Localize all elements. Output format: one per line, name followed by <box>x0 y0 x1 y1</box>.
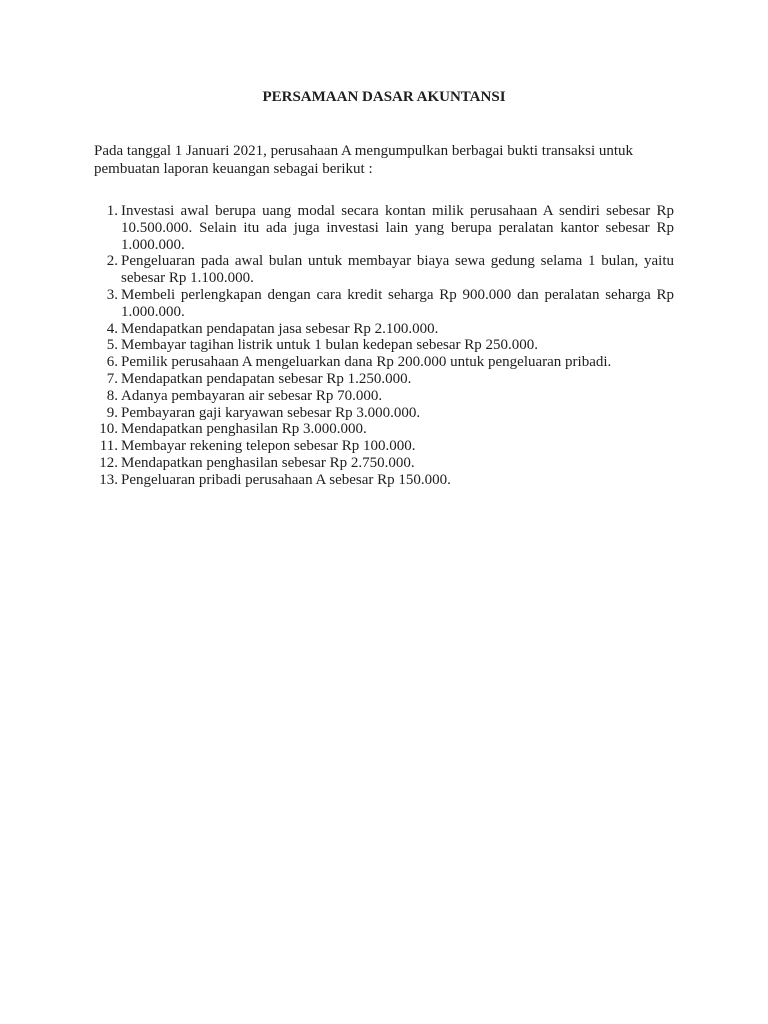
list-item-number: 6. <box>106 354 118 371</box>
intro-paragraph: Pada tanggal 1 Januari 2021, perusahaan A mengumpulkan berbagai bukti transaksi untuk pembuatan laporan keuangan sebagai berikut : <box>94 143 634 177</box>
list-item <box>94 253 674 287</box>
list-item <box>94 455 674 472</box>
list-item <box>94 388 674 405</box>
list-item <box>94 203 674 253</box>
list-item-text: Pengeluaran pribadi perusahaan A sebesar Rp 150.000. <box>121 471 451 488</box>
list-item-text: Pembayaran gaji karyawan sebesar Rp 3.000.000. <box>121 404 421 421</box>
list-item <box>94 337 674 354</box>
list-item-text: Mendapatkan pendapatan jasa sebesar Rp 2.100.000. <box>121 320 439 337</box>
list-item-number: 9. <box>106 404 118 421</box>
list-item-number: 8. <box>106 387 118 404</box>
list-item-number: 13. <box>99 471 118 488</box>
list-item-number: 11. <box>99 438 118 455</box>
list-item <box>94 354 674 371</box>
list-item <box>94 371 674 388</box>
list-item-text: Adanya pembayaran air sebesar Rp 70.000. <box>121 387 383 404</box>
list-item-text: Pemilik perusahaan A mengeluarkan dana Rp 200.000 untuk pengeluaran pribadi. <box>121 354 612 371</box>
list-item-number: 10. <box>99 421 118 438</box>
list-item-text: Mendapatkan penghasilan Rp 3.000.000. <box>121 421 367 438</box>
list-item <box>94 405 674 422</box>
list-item <box>94 321 674 338</box>
list-item-number: 2. <box>106 253 118 270</box>
list-item-number: 3. <box>106 286 118 303</box>
list-item <box>94 421 674 438</box>
list-item-text: Mendapatkan pendapatan sebesar Rp 1.250.000. <box>121 370 412 387</box>
list-item-text: Membayar tagihan listrik untuk 1 bulan kedepan sebesar Rp 250.000. <box>121 337 538 354</box>
list-item-text: Mendapatkan penghasilan sebesar Rp 2.750.000. <box>121 454 415 471</box>
list-item-text: Pengeluaran pada awal bulan untuk membayar biaya sewa gedung selama 1 bulan, yaitu sebesar Rp 1.100.000. <box>121 253 674 287</box>
list-item-number: 5. <box>106 337 118 354</box>
list-item <box>94 287 674 321</box>
list-item-number: 1. <box>106 203 118 219</box>
list-item-text: Investasi awal berupa uang modal secara kontan milik perusahaan A sendiri sebesar Rp 10.500.000. Selain itu ada juga investasi lain yang berupa peralatan kantor sebesar Rp 1.000.000. <box>121 203 674 253</box>
list-item-number: 12. <box>99 454 118 471</box>
transaction-list <box>94 203 674 489</box>
list-item <box>94 438 674 455</box>
list-item-number: 7. <box>106 370 118 387</box>
list-item <box>94 472 674 489</box>
list-item-text: Membeli perlengkapan dengan cara kredit seharga Rp 900.000 dan peralatan seharga Rp 1.000.000. <box>121 286 674 320</box>
list-item-text: Membayar rekening telepon sebesar Rp 100.000. <box>121 438 416 455</box>
document-title: PERSAMAAN DASAR AKUNTANSI <box>262 89 506 105</box>
list-item-number: 4. <box>106 320 118 337</box>
